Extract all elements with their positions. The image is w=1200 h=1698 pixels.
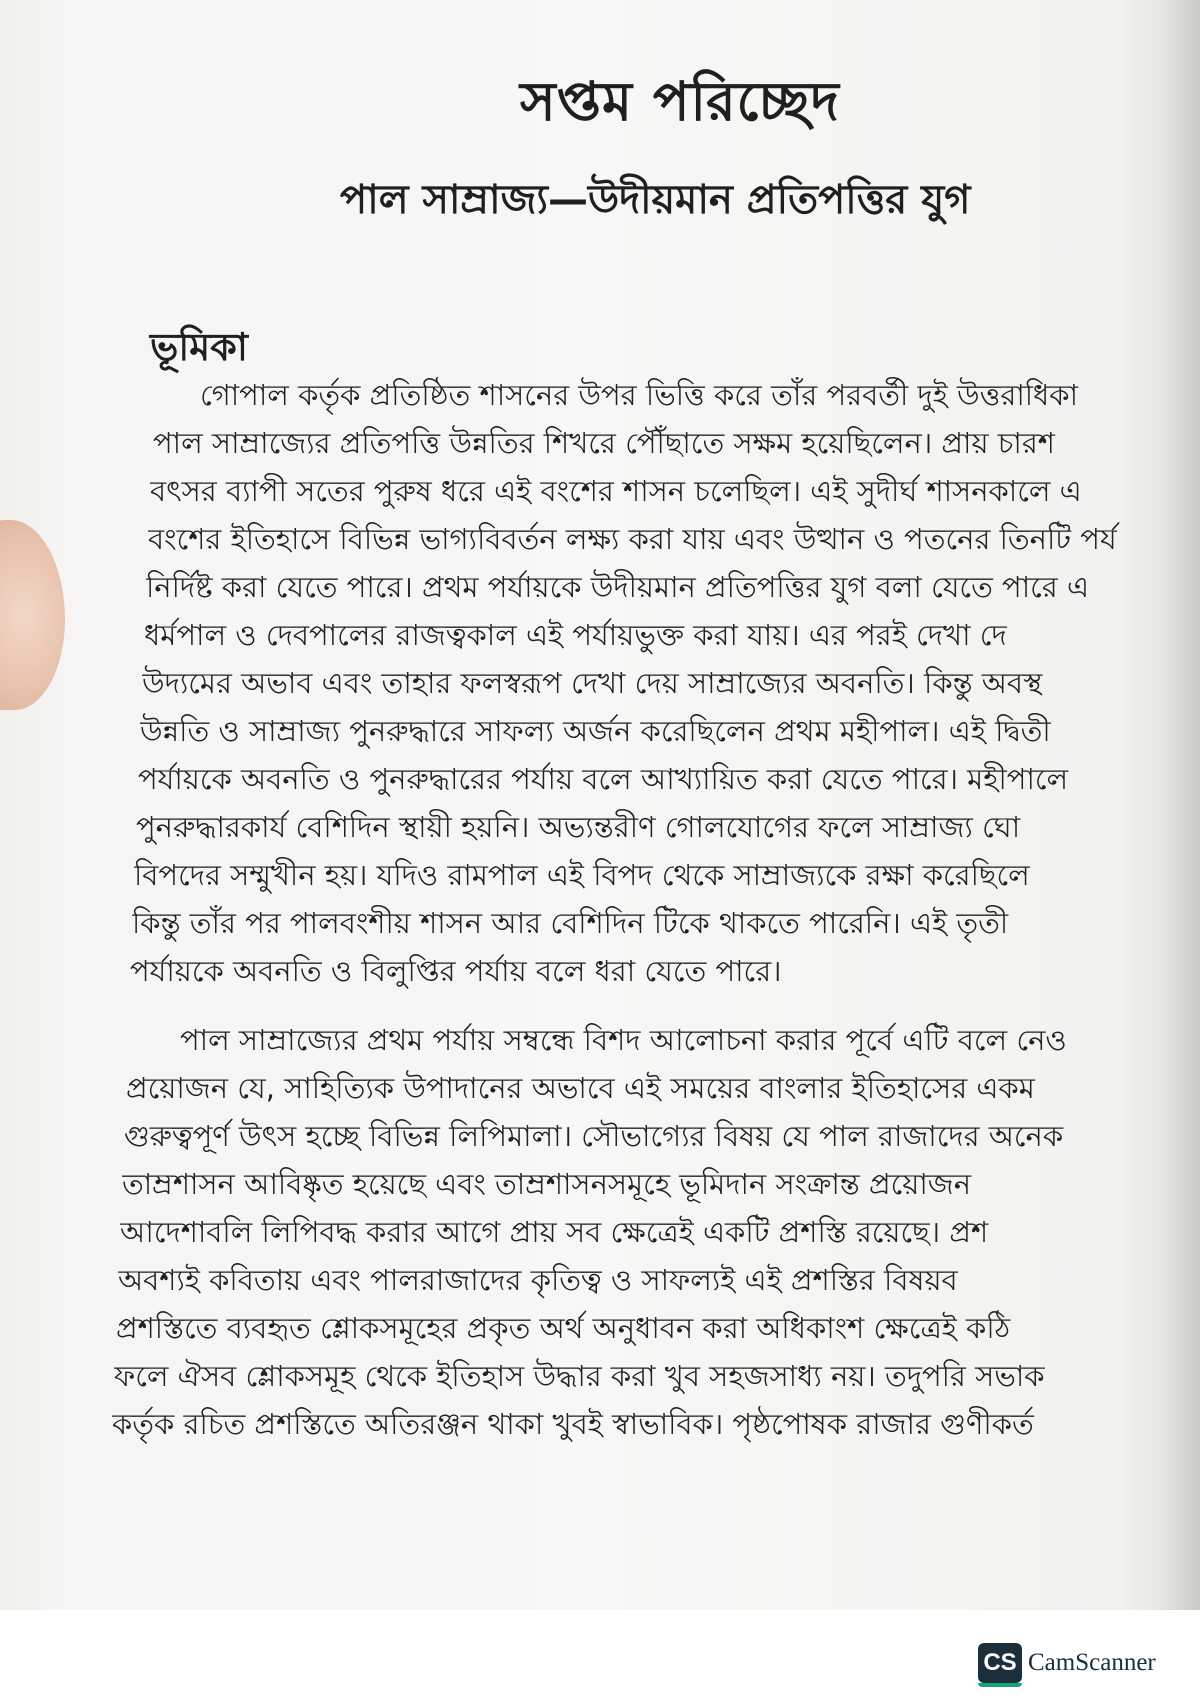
paragraph-2-line: অবশ্যই কবিতায় এবং পালরাজাদের কৃতিত্ব ও সাফল্যই এই প্রশস্তির বিষয়ব [118,1263,958,1297]
paragraph-1-line: কিন্তু তাঁর পর পালবংশীয় শাসন আর বেশিদিন টিকে থাকতে পারেনি। এই তৃতী [132,906,1009,940]
paragraph-2-line: পাল সাম্রাজ্যের প্রথম পর্যায় সম্বন্ধে বিশদ আলোচনা করার পূর্বে এটি বলে নেও [180,1023,1067,1057]
paragraph-1-line: বৎসর ব্যাপী সতের পুরুষ ধরে এই বংশের শাসন চলেছিল। এই সুদীর্ঘ শাসনকালে এ [150,474,1082,508]
paragraph-1-line: পুনরুদ্ধারকার্য বেশিদিন স্থায়ী হয়নি। অভ্যন্তরীণ গোলযোগের ফলে সাম্রাজ্য ঘো [136,810,1021,844]
camscanner-brand-text: CamScanner [1028,1649,1156,1676]
chapter-subtitle: পাল সাম্রাজ্য—উদীয়মান প্রতিপত্তির যুগ [340,177,971,223]
paragraph-2-line: কর্তৃক রচিত প্রশস্তিতে অতিরঞ্জন থাকা খুবই স্বাভাবিক। পৃষ্ঠপোষক রাজার গুণীকর্ত [112,1407,1034,1441]
paragraph-1-line: নির্দিষ্ট করা যেতে পারে। প্রথম পর্যায়কে উদীয়মান প্রতিপত্তির যুগ বলা যেতে পারে এ [146,570,1090,604]
paragraph-2-line: প্রয়োজন যে, সাহিত্যিক উপাদানের অভাবে এই সময়ের বাংলার ইতিহাসের একম [126,1071,1035,1105]
paragraph-1-line: উদ্যমের অভাব এবং তাহার ফলস্বরূপ দেখা দেয় সাম্রাজ্যের অবনতি। কিন্তু অবস্থ [142,666,1043,700]
paragraph-2-line: প্রশস্তিতে ব্যবহৃত শ্লোকসমূহের প্রকৃত অর্থ অনুধাবন করা অধিকাংশ ক্ষেত্রেই কঠি [116,1311,1011,1345]
paragraph-1-line: পর্যায়কে অবনতি ও পুনরুদ্ধারের পর্যায় বলে আখ্যায়িত করা যেতে পারে। মহীপালে [138,762,1069,796]
paragraph-1-line: বিপদের সম্মুখীন হয়। যদিও রামপাল এই বিপদ থেকে সাম্রাজ্যকে রক্ষা করেছিলে [134,858,1030,892]
paragraph-2-line: আদেশাবলি লিপিবদ্ধ করার আগে প্রায় সব ক্ষেত্রেই একটি প্রশস্তি রয়েছে। প্রশ [120,1215,989,1249]
camscanner-watermark [978,1641,1156,1685]
paragraph-1-line: গোপাল কর্তৃক প্রতিষ্ঠিত শাসনের উপর ভিত্তি করে তাঁর পরবর্তী দুই উত্তরাধিকা [200,378,1078,412]
section-heading: ভূমিকা [150,325,248,369]
paragraph-1-line: পাল সাম্রাজ্যের প্রতিপত্তি উন্নতির শিখরে পৌঁছাতে সক্ষম হয়েছিলেন। প্রায় চারশ [153,426,1055,460]
paragraph-2-line: তাম্রশাসন আবিষ্কৃত হয়েছে এবং তাম্রশাসনসমূহে ভূমিদান সংক্রান্ত প্রয়োজন [122,1167,971,1201]
paragraph-2-line: গুরুত্বপূর্ণ উৎস হচ্ছে বিভিন্ন লিপিমালা। সৌভাগ্যের বিষয় যে পাল রাজাদের অনেক [124,1119,1064,1153]
camscanner-logo-icon: CS [978,1643,1022,1683]
chapter-title: সপ্তম পরিচ্ছেদ [520,70,840,133]
paragraph-1-line: বংশের ইতিহাসে বিভিন্ন ভাগ্যবিবর্তন লক্ষ্য করা যায় এবং উত্থান ও পতনের তিনটি পর্য [148,522,1117,556]
paragraph-1-line: ধর্মপাল ও দেবপালের রাজত্বকাল এই পর্যায়ভুক্ত করা যায়। এর পরই দেখা দে [144,618,1007,652]
paragraph-2-line: ফলে ঐসব শ্লোকসমূহ থেকে ইতিহাস উদ্ধার করা খুব সহজসাধ্য নয়। তদুপরি সভাক [114,1359,1045,1393]
paragraph-1-line: উন্নতি ও সাম্রাজ্য পুনরুদ্ধারে সাফল্য অর্জন করেছিলেন প্রথম মহীপাল। এই দ্বিতী [140,714,1051,748]
thumb-image [0,520,65,710]
paragraph-1-line: পর্যায়কে অবনতি ও বিলুপ্তির পর্যায় বলে ধরা যেতে পারে। [130,954,782,988]
